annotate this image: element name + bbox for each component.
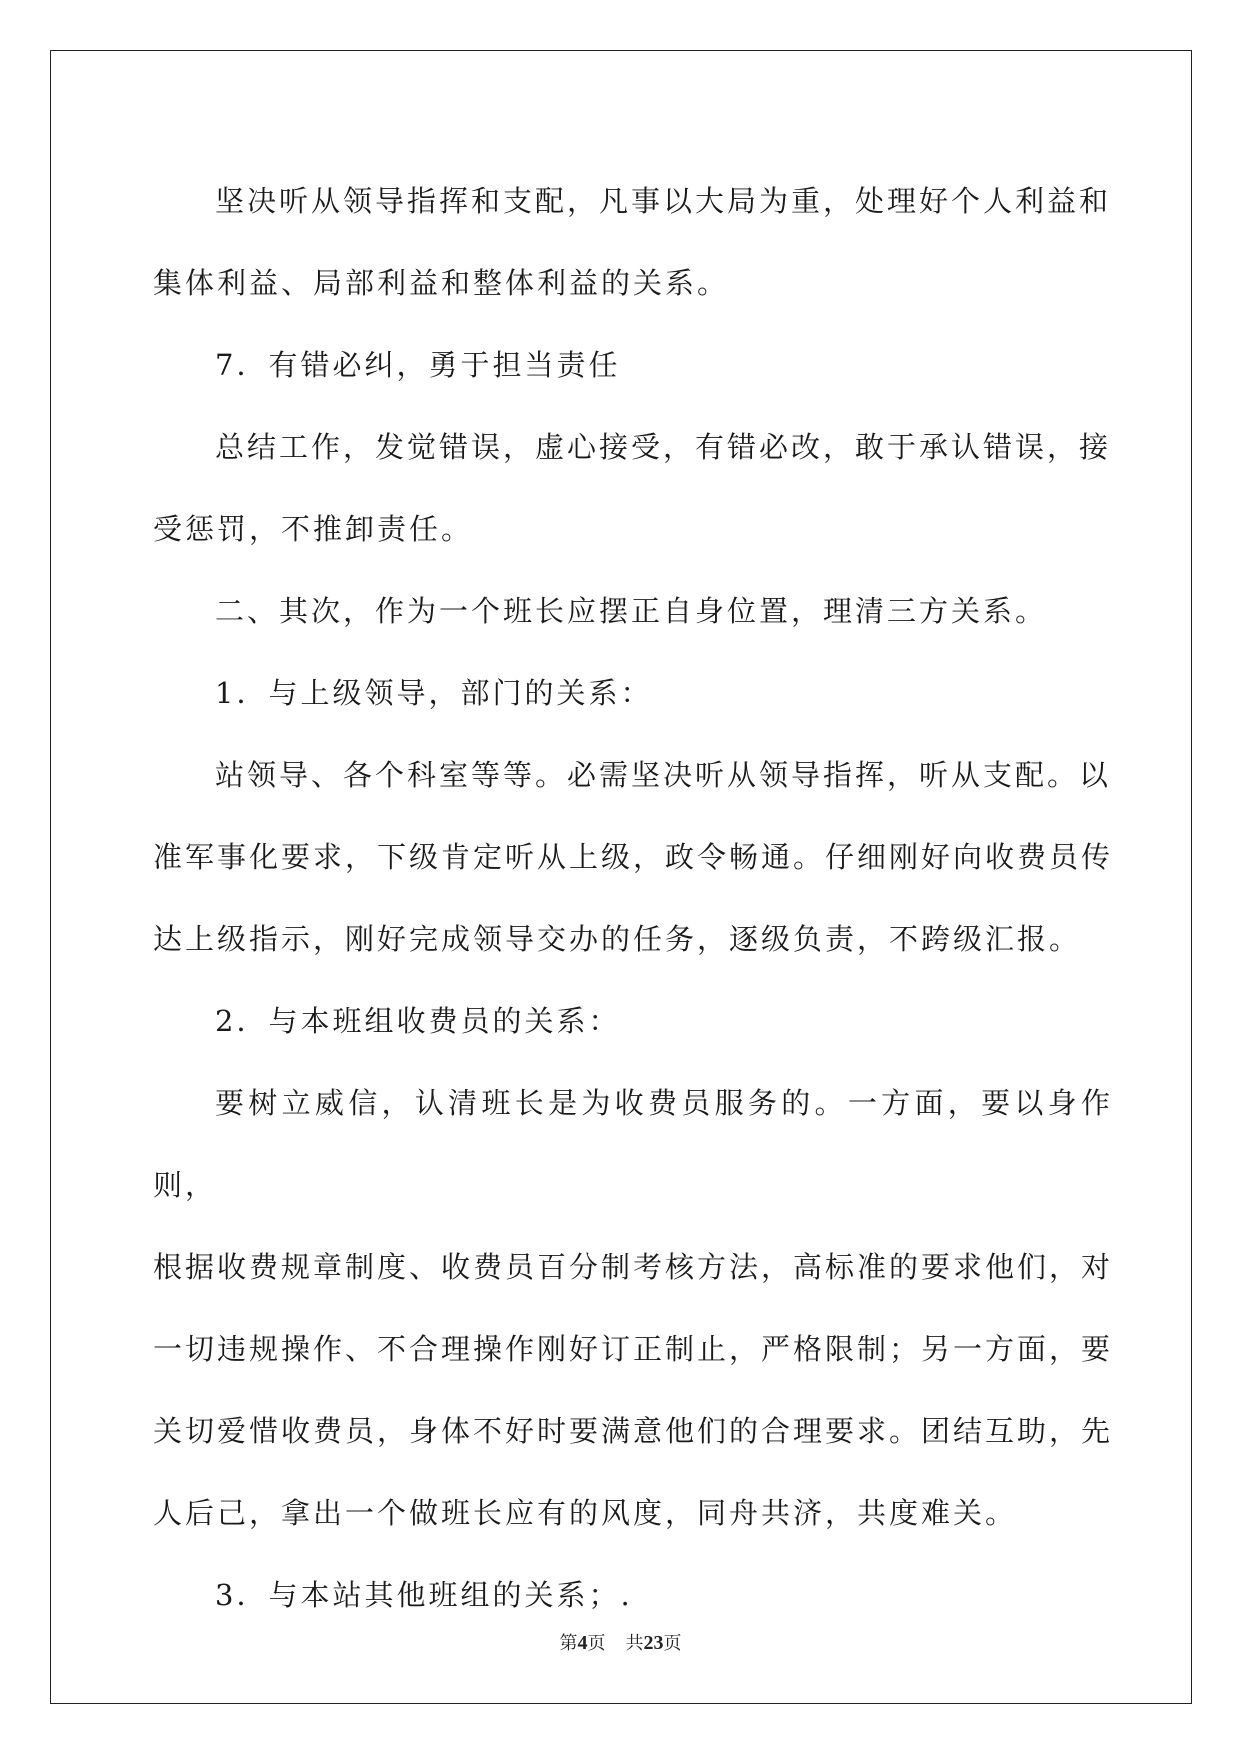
paragraph-line: 站领导、各个科室等等。必需坚决听从领导指挥，听从支配。以: [215, 758, 1112, 792]
page-footer: [0, 1629, 1241, 1655]
paragraph-line: 受惩罚，不推卸责任。: [153, 512, 474, 546]
paragraph-line: 一切违规操作、不合理操作刚好订正制止，严格限制；另一方面，要: [153, 1332, 1114, 1366]
footer-prefix: 第: [559, 1633, 578, 1654]
paragraph-line: 要树立威信，认清班长是为收费员服务的。一方面，要以身作则，: [153, 1086, 1113, 1202]
section-heading: 7．有错必纠，勇于担当责任: [215, 348, 621, 382]
paragraph-line: 集体利益、局部利益和整体利益的关系。: [153, 266, 730, 300]
section-heading: 1．与上级领导，部门的关系：: [215, 676, 653, 710]
paragraph-line: 达上级指示，刚好完成领导交办的任务，逐级负责，不跨级汇报。: [153, 922, 1082, 956]
section-heading: 二、其次，作为一个班长应摆正自身位置，理清三方关系。: [215, 594, 1048, 628]
paragraph-line: 根据收费规章制度、收费员百分制考核方法，高标准的要求他们，对: [153, 1250, 1114, 1284]
document-body: [153, 160, 1113, 1636]
paragraph-line: 坚决听从领导指挥和支配，凡事以大局为重，处理好个人利益和: [215, 184, 1112, 218]
total-page-number: 23: [643, 1632, 664, 1654]
section-heading: 3．与本站其他班组的关系；.: [215, 1578, 633, 1612]
current-page-number: 4: [577, 1632, 588, 1654]
footer-page-suffix: 页: [587, 1633, 606, 1654]
footer-total-prefix: 共: [625, 1633, 644, 1654]
paragraph-line: 人后己，拿出一个做班长应有的风度，同舟共济，共度难关。: [153, 1496, 1018, 1530]
paragraph-line: 关切爱惜收费员，身体不好时要满意他们的合理要求。团结互助，先: [153, 1414, 1114, 1448]
paragraph-line: 总结工作，发觉错误，虚心接受，有错必改，敢于承认错误，接: [215, 430, 1112, 464]
footer-total-suffix: 页: [663, 1633, 682, 1654]
paragraph-line: 准军事化要求，下级肯定听从上级，政令畅通。仔细刚好向收费员传: [153, 840, 1114, 874]
section-heading: 2．与本班组收费员的关系：: [215, 1004, 621, 1038]
